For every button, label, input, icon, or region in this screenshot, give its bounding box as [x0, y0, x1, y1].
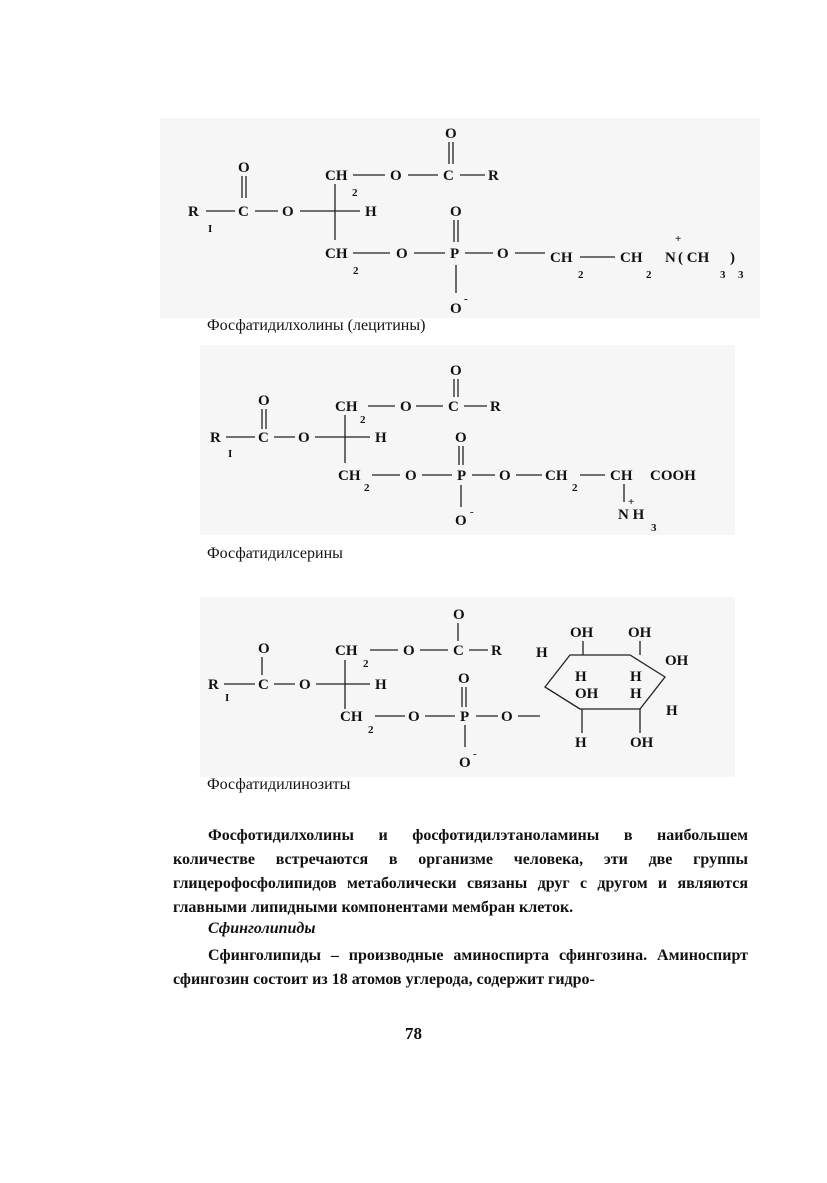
atom-o: O — [400, 399, 412, 415]
atom-r1: R — [210, 430, 221, 446]
formula-phosphatidylcholine — [160, 118, 760, 318]
atom-o: O — [455, 513, 467, 529]
atom-h: H — [536, 645, 548, 661]
atom-p: P — [457, 468, 467, 484]
atom-o: O — [458, 671, 470, 687]
atom-o: O — [299, 677, 311, 693]
atom-o: O — [298, 430, 310, 446]
formula-phosphatidylinositol — [200, 597, 735, 777]
atom-o: O — [238, 160, 250, 176]
section-heading: Сфинголипиды — [208, 920, 316, 937]
subscript: 2 — [360, 414, 366, 426]
atom-o: O — [396, 246, 408, 262]
atom-r1: R — [188, 204, 199, 220]
subscript: 3 — [720, 269, 726, 281]
amino-group: N H — [618, 507, 645, 523]
subscript: 2 — [572, 482, 578, 494]
figure-caption: Фосфатидилхолины (лецитины) — [207, 317, 426, 334]
atom-h: H — [575, 735, 587, 751]
subscript: 2 — [364, 482, 370, 494]
subscript: 2 — [646, 269, 652, 281]
charge-plus: + — [675, 233, 682, 245]
hydroxyl-group: OH — [575, 686, 599, 702]
atom-h: H — [375, 430, 387, 446]
subscript: 2 — [363, 658, 369, 670]
charge-minus: - — [464, 293, 468, 305]
atom-r: R — [490, 399, 501, 415]
atom-ch: CH — [610, 468, 633, 484]
atom-o: O — [258, 393, 270, 409]
subscript: 2 — [352, 187, 358, 199]
subscript: 3 — [651, 522, 657, 534]
atom-o: O — [459, 755, 471, 771]
atom-o: O — [453, 607, 465, 623]
atom-ch: CH — [335, 399, 358, 415]
atom-o: O — [405, 468, 417, 484]
atom-h: H — [375, 677, 387, 693]
hydroxyl-group: OH — [570, 625, 594, 641]
atom-r: R — [491, 643, 502, 659]
methyl-group: ( CH — [678, 250, 710, 266]
page-number: 78 — [405, 1024, 422, 1043]
atom-ch: CH — [338, 468, 361, 484]
atom-o: O — [390, 168, 402, 184]
atom-c: C — [258, 677, 269, 693]
atom-c: C — [453, 643, 464, 659]
atom-h: H — [575, 669, 587, 685]
subscript: I — [208, 223, 213, 235]
figure-caption: Фосфатидилинозиты — [207, 776, 351, 793]
atom-o: O — [282, 204, 294, 220]
hydroxyl-group: OH — [630, 735, 654, 751]
inositol-ring — [545, 655, 665, 709]
atom-h: H — [630, 686, 642, 702]
atom-c: C — [238, 204, 249, 220]
charge-plus: + — [628, 496, 635, 508]
bracket: ) — [730, 250, 735, 266]
atom-ch: CH — [325, 168, 348, 184]
subscript: 2 — [368, 724, 374, 736]
atom-o: O — [450, 204, 462, 220]
structural-formula-2 — [200, 345, 735, 535]
formula-phosphatidylserine — [200, 345, 735, 535]
atom-o: O — [450, 301, 462, 317]
structural-formula-1 — [160, 118, 760, 318]
charge-minus: - — [470, 506, 474, 518]
atom-c: C — [443, 168, 454, 184]
subscript: 3 — [738, 269, 744, 281]
subscript: I — [228, 448, 233, 460]
atom-p: P — [450, 246, 460, 262]
subscript: I — [225, 692, 230, 704]
atom-o: O — [408, 709, 420, 725]
body-paragraph: Сфинголипиды – производные аминоспирта сфингозина. Аминоспирт сфингозин состоит из 18 атомов углерода, содержит гидро- — [173, 947, 748, 988]
atom-o: O — [403, 643, 415, 659]
atom-ch: CH — [550, 250, 573, 266]
atom-c: C — [258, 430, 269, 446]
atom-o: O — [445, 126, 457, 142]
atom-c: C — [448, 399, 459, 415]
atom-n: N — [665, 250, 676, 266]
atom-o: O — [450, 363, 462, 379]
hydroxyl-group: OH — [628, 625, 652, 641]
hydroxyl-group: OH — [665, 653, 689, 669]
atom-ch: CH — [620, 250, 643, 266]
atom-ch: CH — [545, 468, 568, 484]
figure-caption: Фосфатидилсерины — [207, 545, 343, 562]
atom-h: H — [630, 669, 642, 685]
atom-o: O — [455, 430, 467, 446]
carboxyl-group: COOH — [650, 468, 696, 484]
body-paragraph: Фосфотидилхолины и фосфотидилэтаноламины в наибольшем количестве встречаются в организме человека, эти две группы глицерофосфолипидов метаболически связаны друг с другом и являются главными липидными компонентами мембран клеток. — [173, 827, 748, 916]
atom-o: O — [499, 468, 511, 484]
atom-p: P — [460, 709, 470, 725]
atom-o: O — [497, 246, 509, 262]
atom-ch: CH — [340, 709, 363, 725]
atom-ch: CH — [335, 643, 358, 659]
atom-o: O — [501, 709, 513, 725]
structural-formula-3 — [200, 597, 735, 777]
atom-h: H — [365, 204, 377, 220]
subscript: 2 — [353, 265, 359, 277]
atom-h: H — [666, 703, 678, 719]
atom-o: O — [258, 641, 270, 657]
subscript: 2 — [578, 269, 584, 281]
atom-ch: CH — [325, 246, 348, 262]
charge-minus: - — [473, 748, 477, 760]
atom-r1: R — [208, 677, 219, 693]
atom-r: R — [488, 168, 499, 184]
